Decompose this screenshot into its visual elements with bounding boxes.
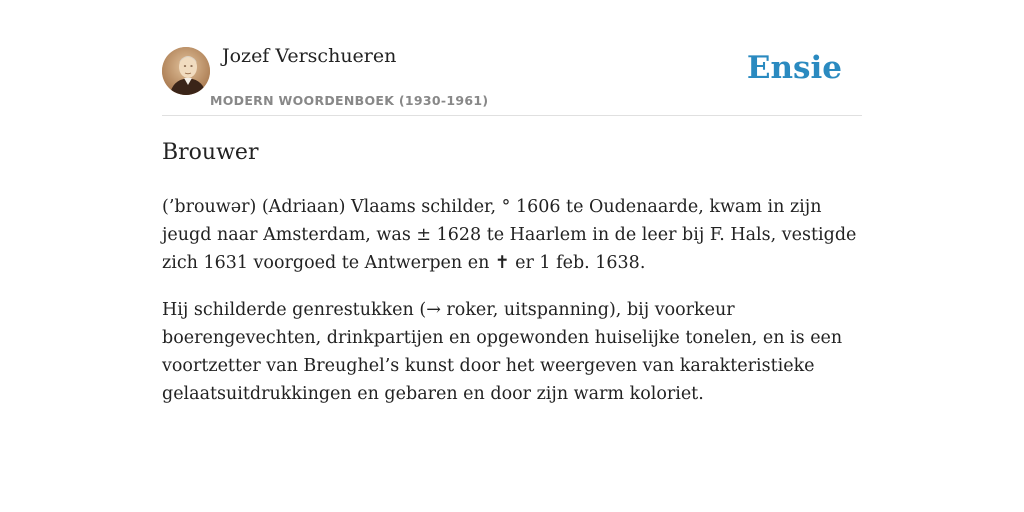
entry-card xyxy=(162,0,862,404)
entry-header xyxy=(162,0,862,116)
entry-body xyxy=(162,193,862,427)
source-label[interactable]: MODERN WOORDENBOEK (1930-1961) xyxy=(210,93,489,108)
author-avatar[interactable] xyxy=(162,47,210,95)
author-name[interactable]: Jozef Verschueren xyxy=(222,45,397,67)
brand-logo[interactable]: Ensie xyxy=(746,50,842,86)
author-portrait-icon xyxy=(162,47,210,95)
entry-paragraph: Hij schilderde genrestukken (→ roker, uitspanning), bij voorkeur boerengevechten, drinkpartijen en opgewonden huiselijke tonelen, en is een voortzetter van Breughel’s kunst door het weergeven van karakteristieke gelaatsuitdrukkingen en gebaren en door zijn warm koloriet. xyxy=(162,300,843,404)
entry-title: Brouwer xyxy=(162,140,259,165)
entry-paragraph: (’brouwər) (Adriaan) Vlaams schilder, ° 1606 te Oudenaarde, kwam in zijn jeugd naar Amsterdam, was ± 1628 te Haarlem in de leer bij F. Hals, vestigde zich 1631 voorgoed te Antwerpen en ✝ er 1 feb. 1638. xyxy=(162,197,857,273)
